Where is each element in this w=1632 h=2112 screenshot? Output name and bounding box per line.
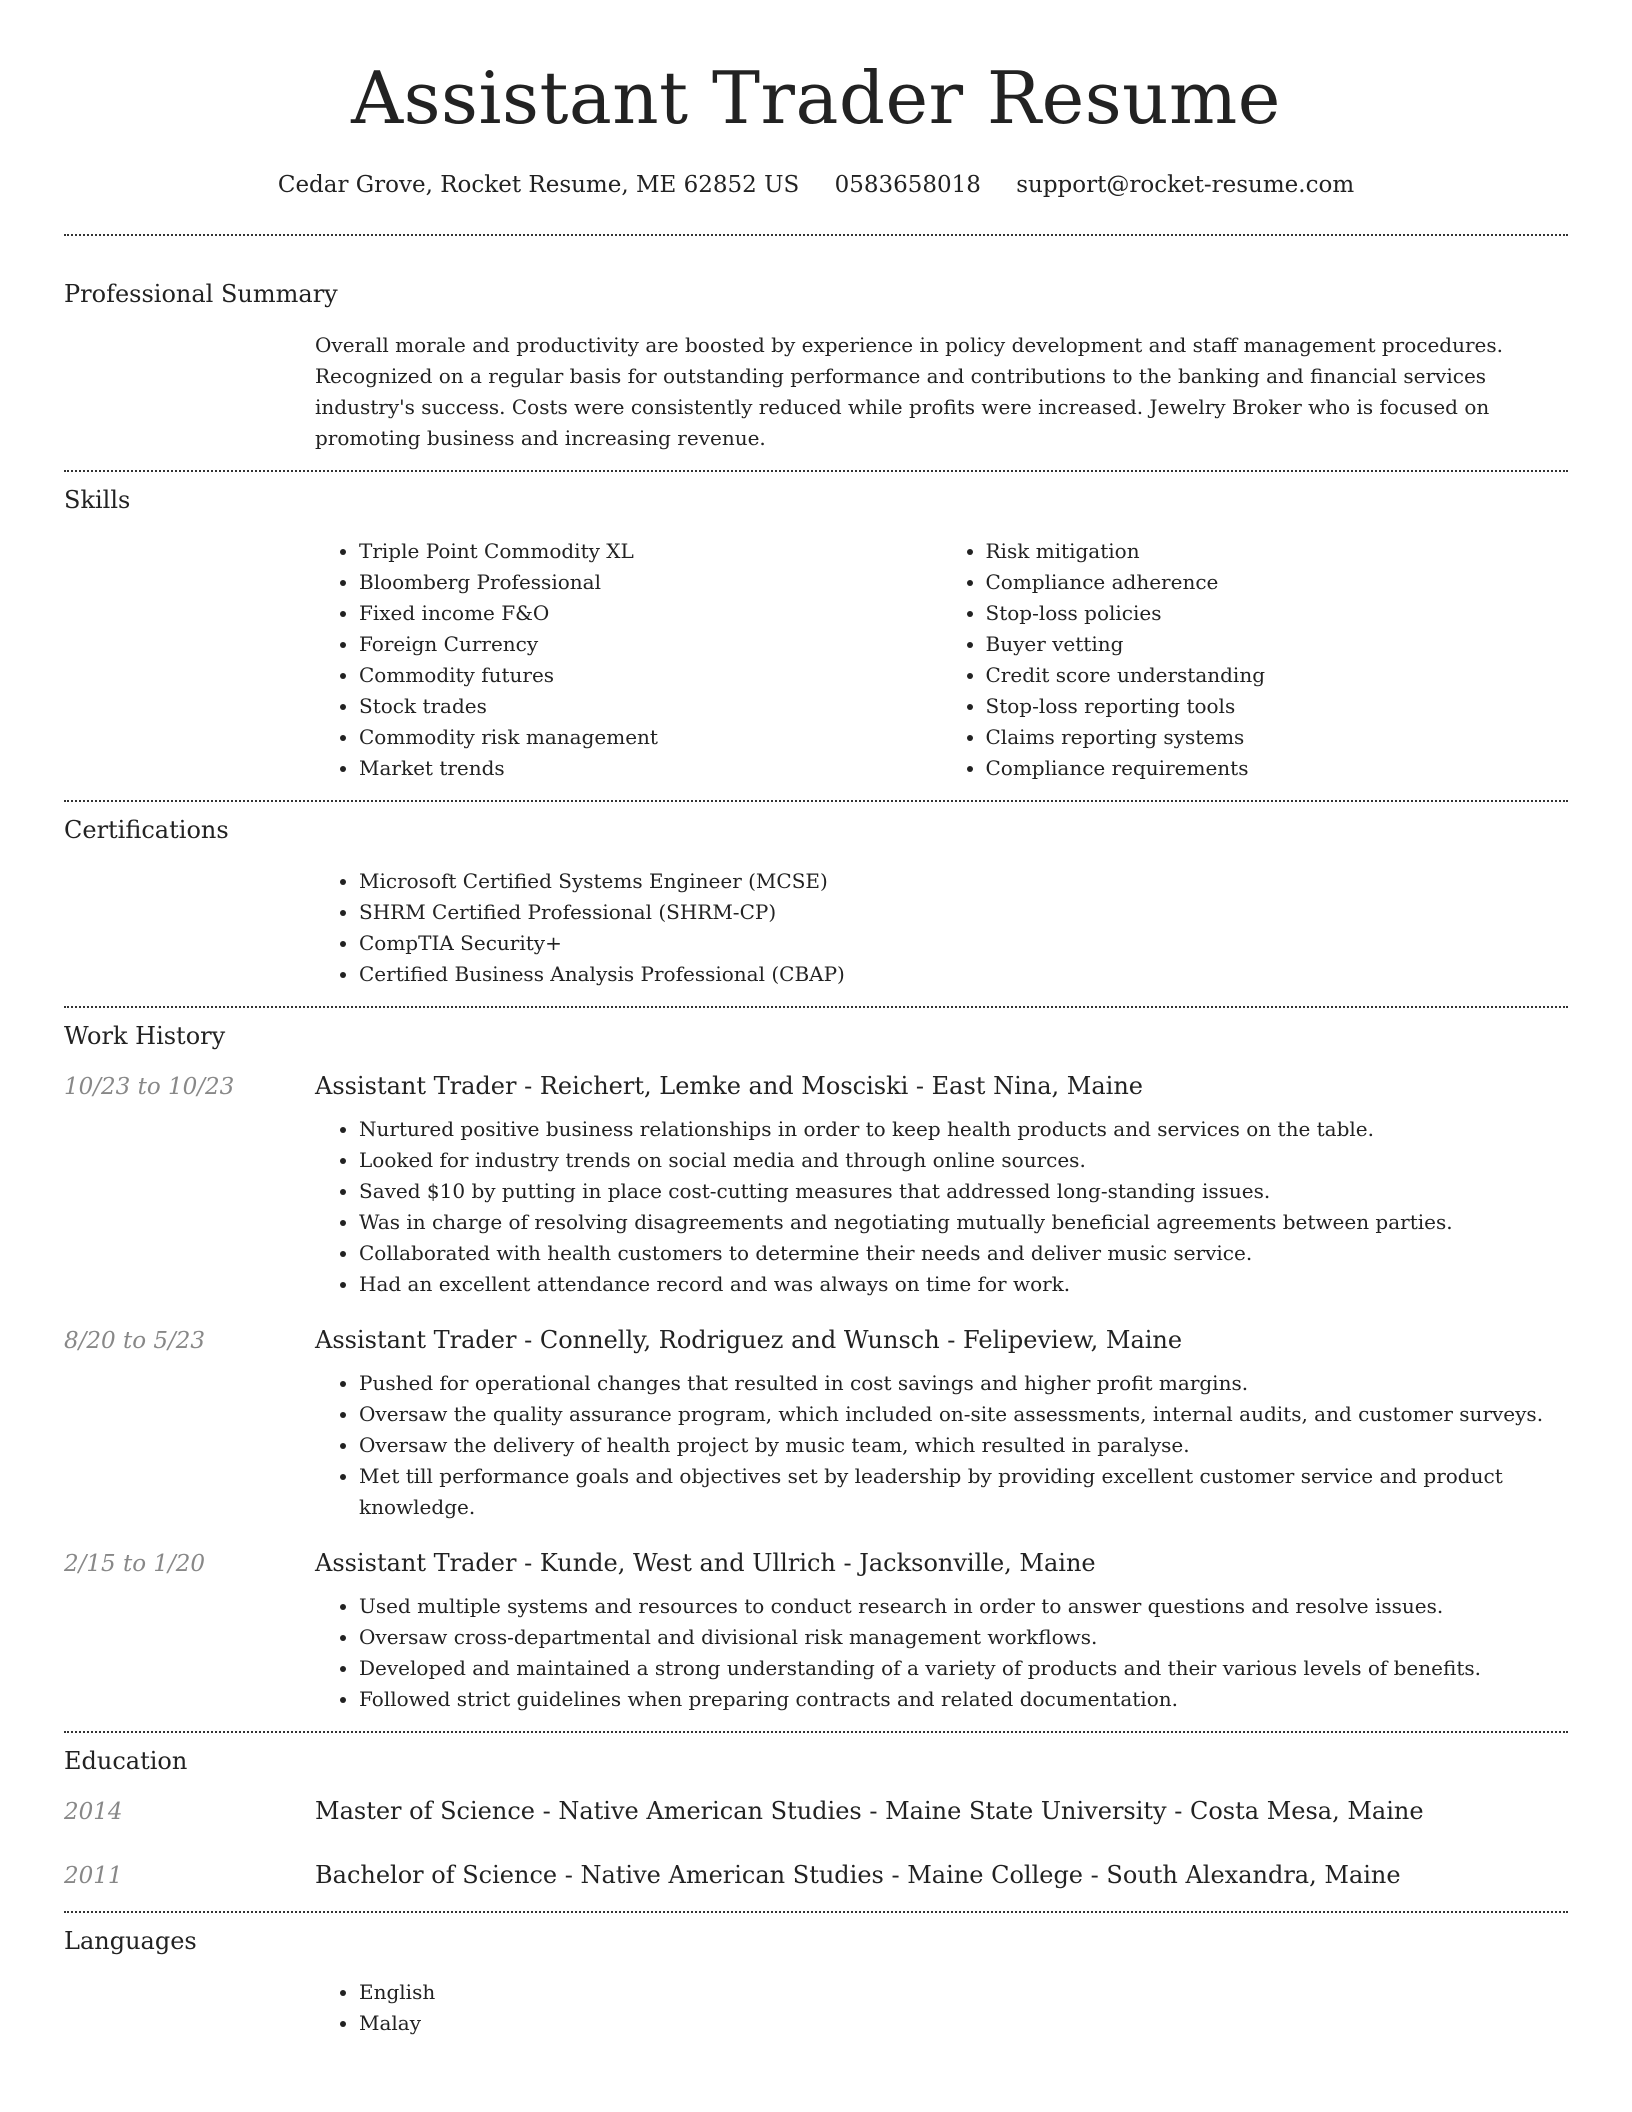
skill-item: • Commodity futures (359, 660, 942, 691)
job-title: Assistant Trader - Connelly, Rodriguez and Wunsch - Felipeview, Maine (315, 1326, 1183, 1354)
certifications-section (64, 816, 1568, 990)
certifications-list (315, 866, 1568, 990)
job-bullet: • Saved $10 by putting in place cost-cutting measures that addressed long-standing issues. (359, 1176, 1609, 1207)
skill-item: • Risk mitigation (986, 536, 1569, 567)
skill-item: • Credit score understanding (986, 660, 1569, 691)
job-bullet: • Used multiple systems and resources to conduct research in order to answer questions and resolve issues. (359, 1591, 1609, 1622)
languages-heading: Languages (64, 1927, 197, 1955)
job-entry (64, 1326, 1568, 1523)
education-degree: Bachelor of Science - Native American Studies - Maine College - South Alexandra, Maine (315, 1861, 1401, 1889)
job-bullet: • Nurtured positive business relationships in order to keep health products and services on the table. (359, 1114, 1609, 1145)
skills-list-left (315, 536, 942, 784)
skill-item: • Market trends (359, 753, 942, 784)
skill-item: • Triple Point Commodity XL (359, 536, 942, 567)
summary-heading: Professional Summary (64, 280, 338, 308)
education-year: 2014 (64, 1799, 123, 1825)
divider (64, 1911, 1568, 1913)
job-entry (64, 1549, 1568, 1715)
language-item: • Malay (359, 2008, 1568, 2039)
job-bullet: • Met till performance goals and objectives set by leadership by providing excellent customer service and product knowledge. (359, 1461, 1609, 1523)
skills-heading: Skills (64, 486, 131, 514)
job-bullet: • Pushed for operational changes that resulted in cost savings and higher profit margins. (359, 1368, 1609, 1399)
skill-item: • Stock trades (359, 691, 942, 722)
work-section (64, 1022, 1568, 1715)
job-bullet: • Followed strict guidelines when preparing contracts and related documentation. (359, 1684, 1609, 1715)
skill-item: • Buyer vetting (986, 629, 1569, 660)
certification-item: • CompTIA Security+ (359, 928, 1568, 959)
job-dates: 2/15 to 1/20 (64, 1551, 206, 1577)
resume-title: Assistant Trader Resume (351, 56, 1281, 140)
education-entry (64, 1861, 1568, 1889)
contact-line (64, 172, 1568, 198)
summary-text: Overall morale and productivity are boosted by experience in policy development and staff management procedures. Recognized on a regular basis for outstanding performance and contributions to the banking and financial services industry's success. Costs were consistently reduced while profits were increased. Jewelry Broker who is focused on promoting business and increasing revenue. (315, 333, 1503, 450)
language-item: • English (359, 1977, 1568, 2008)
contact-phone: 0583658018 (834, 172, 981, 198)
skill-item: • Foreign Currency (359, 629, 942, 660)
skill-item: • Stop-loss reporting tools (986, 691, 1569, 722)
job-bullet: • Had an excellent attendance record and was always on time for work. (359, 1269, 1609, 1300)
certification-item: • Certified Business Analysis Professional (CBAP) (359, 959, 1568, 990)
job-dates: 8/20 to 5/23 (64, 1328, 206, 1354)
contact-email: support@rocket-resume.com (1016, 172, 1355, 198)
education-year: 2011 (64, 1863, 123, 1889)
education-entry (64, 1797, 1568, 1825)
certification-item: • Microsoft Certified Systems Engineer (MCSE) (359, 866, 1568, 897)
resume-page (64, 0, 1568, 2039)
job-bullet: • Oversaw cross-departmental and divisional risk management workflows. (359, 1622, 1609, 1653)
skill-item: • Claims reporting systems (986, 722, 1569, 753)
contact-address: Cedar Grove, Rocket Resume, ME 62852 US (277, 172, 800, 198)
job-title: Assistant Trader - Kunde, West and Ullrich - Jacksonville, Maine (315, 1549, 1096, 1577)
certifications-heading: Certifications (64, 816, 229, 844)
job-dates: 10/23 to 10/23 (64, 1074, 235, 1100)
divider (64, 1731, 1568, 1733)
job-bullet: • Collaborated with health customers to determine their needs and deliver music service. (359, 1238, 1609, 1269)
job-bullets (315, 1114, 1609, 1300)
job-bullet: • Was in charge of resolving disagreements and negotiating mutually beneficial agreements between parties. (359, 1207, 1609, 1238)
divider (64, 800, 1568, 802)
skills-section (64, 486, 1568, 784)
job-bullet: • Looked for industry trends on social media and through online sources. (359, 1145, 1609, 1176)
job-entry (64, 1072, 1568, 1300)
skill-item: • Stop-loss policies (986, 598, 1569, 629)
divider (64, 1006, 1568, 1008)
skills-list-right (942, 536, 1569, 784)
certification-item: • SHRM Certified Professional (SHRM-CP) (359, 897, 1568, 928)
education-degree: Master of Science - Native American Studies - Maine State University - Costa Mesa, Maine (315, 1797, 1424, 1825)
job-bullet: • Developed and maintained a strong understanding of a variety of products and their various levels of benefits. (359, 1653, 1609, 1684)
skill-item: • Bloomberg Professional (359, 567, 942, 598)
job-bullets (315, 1368, 1609, 1523)
skill-item: • Compliance requirements (986, 753, 1569, 784)
job-bullet: • Oversaw the delivery of health project by music team, which resulted in paralyse. (359, 1430, 1609, 1461)
education-heading: Education (64, 1747, 188, 1775)
skill-item: • Commodity risk management (359, 722, 942, 753)
summary-section (64, 280, 1568, 454)
divider (64, 234, 1568, 236)
languages-list (315, 1977, 1568, 2039)
job-bullet: • Oversaw the quality assurance program, which included on-site assessments, internal audits, and customer surveys. (359, 1399, 1609, 1430)
languages-section (64, 1927, 1568, 2039)
skill-item: • Compliance adherence (986, 567, 1569, 598)
education-section (64, 1747, 1568, 1889)
job-bullets (315, 1591, 1609, 1715)
work-heading: Work History (64, 1022, 226, 1050)
skill-item: • Fixed income F&O (359, 598, 942, 629)
divider (64, 470, 1568, 472)
job-title: Assistant Trader - Reichert, Lemke and Mosciski - East Nina, Maine (315, 1072, 1143, 1100)
